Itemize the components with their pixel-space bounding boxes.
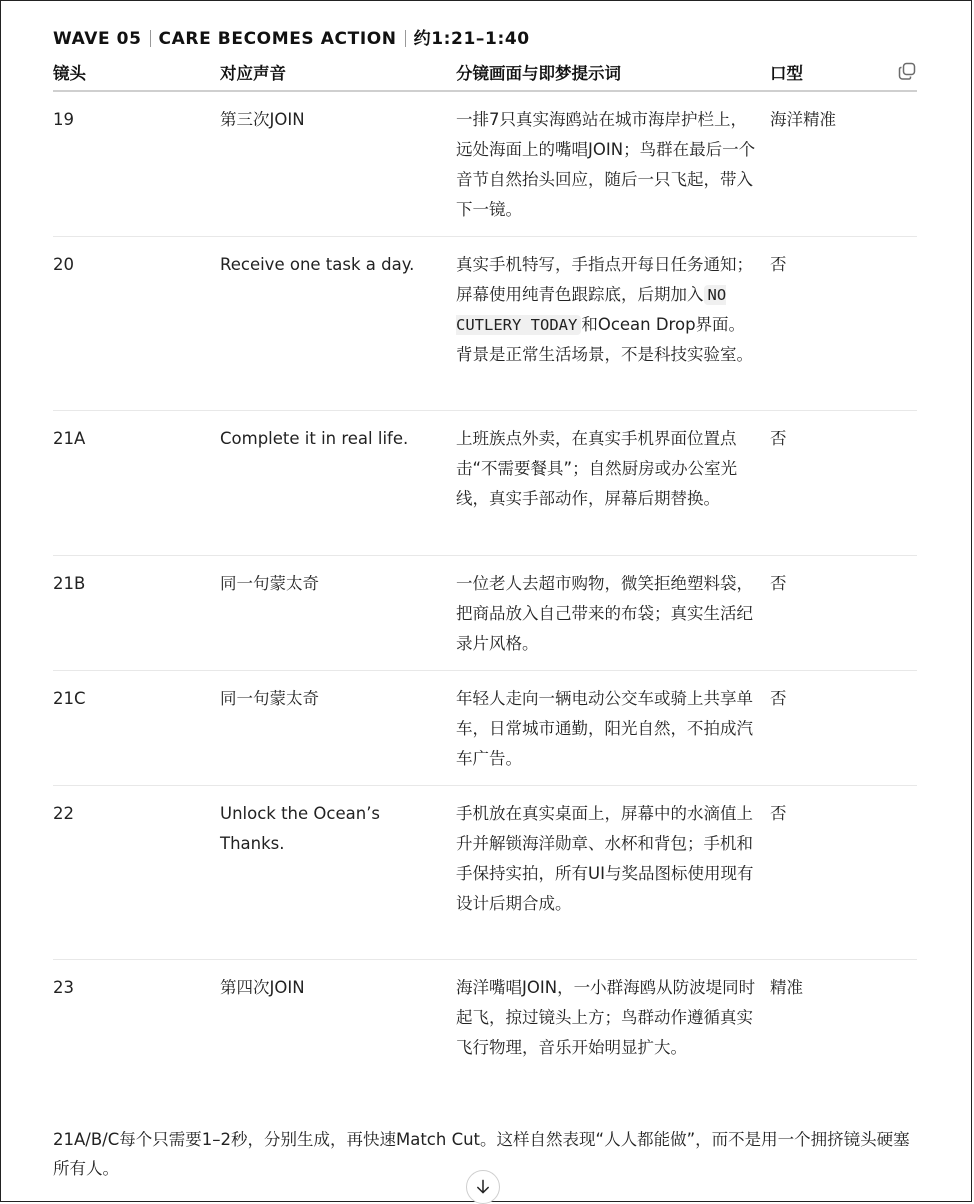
sound-cell: Receive one task a day. (220, 236, 456, 410)
table-header-row (53, 58, 917, 91)
sound-cell: 第四次JOIN (220, 977, 305, 997)
shot-cell: 23 (53, 977, 74, 997)
visual-cell: 年轻人走向一辆电动公交车或骑上共享单车，日常城市通勤，阳光自然，不拍成汽车广告。 (456, 670, 770, 785)
copy-icon[interactable] (897, 61, 917, 81)
sound-cell: 同一句蒙太奇 (220, 670, 456, 785)
lip-cell: 否 (770, 670, 917, 785)
shot-cell: 20 (53, 236, 220, 410)
lip-cell: 否 (770, 785, 917, 959)
lip-cell: 否 (770, 410, 917, 555)
storyboard-table (53, 58, 917, 1104)
table-row (53, 959, 917, 1104)
divider (405, 30, 406, 47)
visual-cell: 海洋嘴唱JOIN，一小群海鸥从防波堤同时起飞，掠过镜头上方；鸟群动作遵循真实飞行物理，音乐开始明显扩大。 (456, 977, 756, 1057)
section-heading (53, 24, 530, 49)
lip-cell: 精准 (770, 977, 803, 997)
sound-cell: Complete it in real life. (220, 410, 456, 555)
section-title: CARE BECOMES ACTION (158, 29, 397, 49)
table-row (53, 670, 917, 785)
divider (150, 30, 151, 47)
sound-cell: 同一句蒙太奇 (220, 555, 456, 670)
visual-cell (456, 236, 770, 410)
time-range: 约1:21–1:40 (413, 29, 530, 49)
header-sound: 对应声音 (220, 58, 456, 91)
visual-cell: 一排7只真实海鸥站在城市海岸护栏上，远处海面上的嘴唱JOIN；鸟群在最后一个音节自然抬头回应，随后一只飞起，带入下一镜。 (456, 91, 770, 236)
table-row (53, 410, 917, 555)
shot-cell: 21C (53, 670, 220, 785)
visual-cell: 上班族点外卖，在真实手机界面位置点击“不需要餐具”；自然厨房或办公室光线，真实手部动作，屏幕后期替换。 (456, 410, 770, 555)
shot-cell: 21B (53, 555, 220, 670)
visual-cell: 手机放在真实桌面上，屏幕中的水滴值上升并解锁海洋勋章、水杯和背包；手机和手保持实拍，所有UI与奖品图标使用现有设计后期合成。 (456, 785, 770, 959)
lip-cell: 否 (770, 236, 917, 410)
lip-cell: 否 (770, 555, 917, 670)
table-row (53, 785, 917, 959)
header-lip (770, 58, 917, 91)
wave-label: WAVE 05 (53, 29, 142, 49)
table-row (53, 236, 917, 410)
scroll-down-button[interactable] (466, 1170, 500, 1204)
inline-code: NO CUTLERY TODAY (456, 285, 727, 334)
shot-cell: 19 (53, 91, 220, 236)
table-row (53, 555, 917, 670)
shot-cell: 22 (53, 785, 220, 959)
footnote: 21A/B/C每个只需要1–2秒，分别生成，再快速Match Cut。这样自然表现“人人都能做”，而不是用一个拥挤镜头硬塞所有人。 (53, 1130, 910, 1178)
shot-cell: 21A (53, 410, 220, 555)
header-visual: 分镜画面与即梦提示词 (456, 58, 770, 91)
lip-cell: 海洋精准 (770, 91, 917, 236)
header-lip-label: 口型 (770, 64, 803, 83)
sound-cell: Unlock the Ocean’s Thanks. (220, 785, 456, 959)
visual-cell: 一位老人去超市购物，微笑拒绝塑料袋，把商品放入自己带来的布袋；真实生活纪录片风格。 (456, 555, 770, 670)
header-shot: 镜头 (53, 58, 220, 91)
visual-text: 和Ocean Drop界面。背景是正常生活场景，不是科技实验室。 (456, 314, 753, 364)
table-row (53, 91, 917, 236)
arrow-down-icon (467, 1171, 499, 1203)
visual-text: 真实手机特写，手指点开每日任务通知；屏幕使用纯青色跟踪底，后期加入 (456, 254, 753, 304)
sound-cell: 第三次JOIN (220, 91, 456, 236)
